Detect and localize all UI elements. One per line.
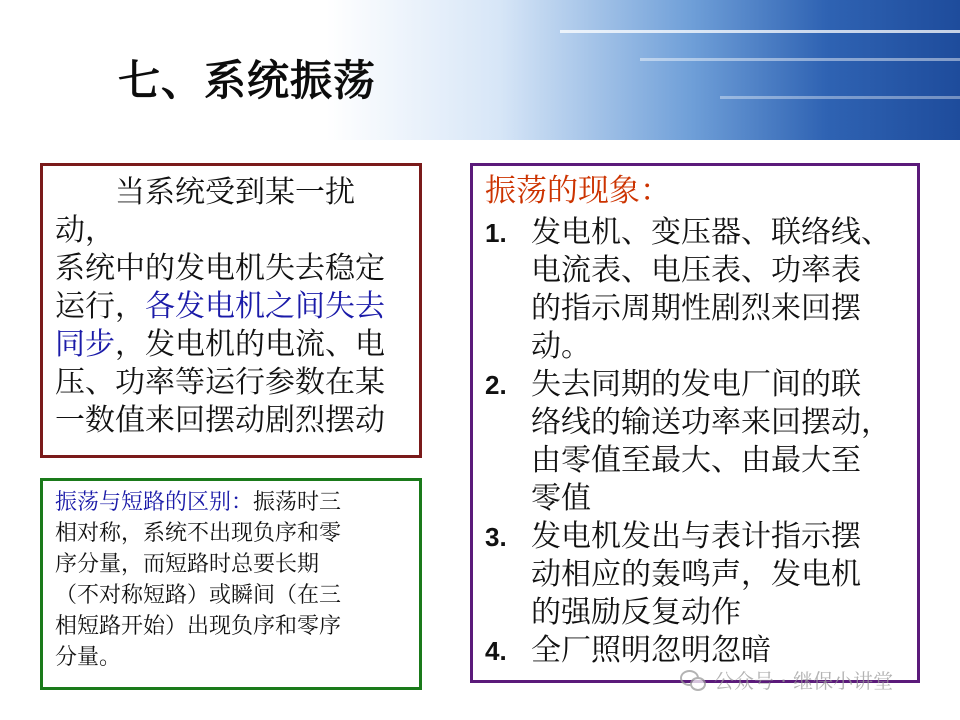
watermark bbox=[680, 665, 893, 694]
difference-line: 分量。 bbox=[55, 645, 122, 670]
list-text: 发电机发出与表计指示摆 动相应的轰鸣声，发电机 的强励反复动作 bbox=[531, 519, 861, 630]
header-streak bbox=[720, 96, 960, 99]
highlight-text: 各发电机之间失去 bbox=[145, 289, 385, 324]
header-streak bbox=[560, 30, 960, 33]
definition-line: 当系统受到某一扰动， bbox=[55, 175, 355, 248]
list-text: 发电机、变压器、联络线、 电流表、电压表、功率表 的指示周期性剧烈来回摆 动。 bbox=[531, 215, 891, 364]
phenomena-title: 振荡的现象： bbox=[485, 173, 671, 209]
list-text: 全厂照明忽明忽暗 bbox=[531, 633, 771, 668]
list-text: 失去同期的发电厂间的联 络线的输送功率来回摆动， 由零值至最大、由最大至 零值 bbox=[531, 367, 891, 516]
list-number: 3. bbox=[485, 522, 507, 552]
difference-line: 序分量，而短路时总要长期 bbox=[55, 552, 320, 577]
list-number: 1. bbox=[485, 218, 507, 248]
list-item bbox=[485, 214, 907, 366]
difference-line: 振荡与短路的区别：振荡时三 bbox=[55, 490, 342, 515]
definition-line: 运行，各发电机之间失去 bbox=[55, 289, 385, 324]
definition-line: 一数值来回摆动剧烈摆动 bbox=[55, 403, 385, 438]
watermark-text: 公众号 · 继保小讲堂 bbox=[714, 669, 894, 693]
list-number: 2. bbox=[485, 370, 507, 400]
list-item bbox=[485, 518, 907, 632]
definition-box bbox=[40, 163, 422, 458]
difference-line: 相短路开始）出现负序和零序 bbox=[55, 614, 342, 639]
difference-line: （不对称短路）或瞬间（在三 bbox=[55, 583, 342, 608]
slide-title: 七、系统振荡 bbox=[118, 56, 377, 105]
wechat-icon bbox=[680, 670, 706, 690]
header-streak bbox=[640, 58, 960, 61]
phenomena-list bbox=[485, 214, 907, 670]
definition-line: 同步，发电机的电流、电 bbox=[55, 327, 385, 362]
difference-label: 振荡与短路的区别： bbox=[55, 490, 254, 515]
list-item bbox=[485, 366, 907, 518]
phenomena-box bbox=[470, 163, 920, 683]
definition-line: 系统中的发电机失去稳定 bbox=[55, 251, 385, 286]
definition-line: 压、功率等运行参数在某 bbox=[55, 365, 385, 400]
highlight-text: 同步 bbox=[55, 327, 115, 362]
difference-line: 相对称，系统不出现负序和零 bbox=[55, 521, 342, 546]
difference-box bbox=[40, 478, 422, 690]
list-number: 4. bbox=[485, 636, 507, 666]
